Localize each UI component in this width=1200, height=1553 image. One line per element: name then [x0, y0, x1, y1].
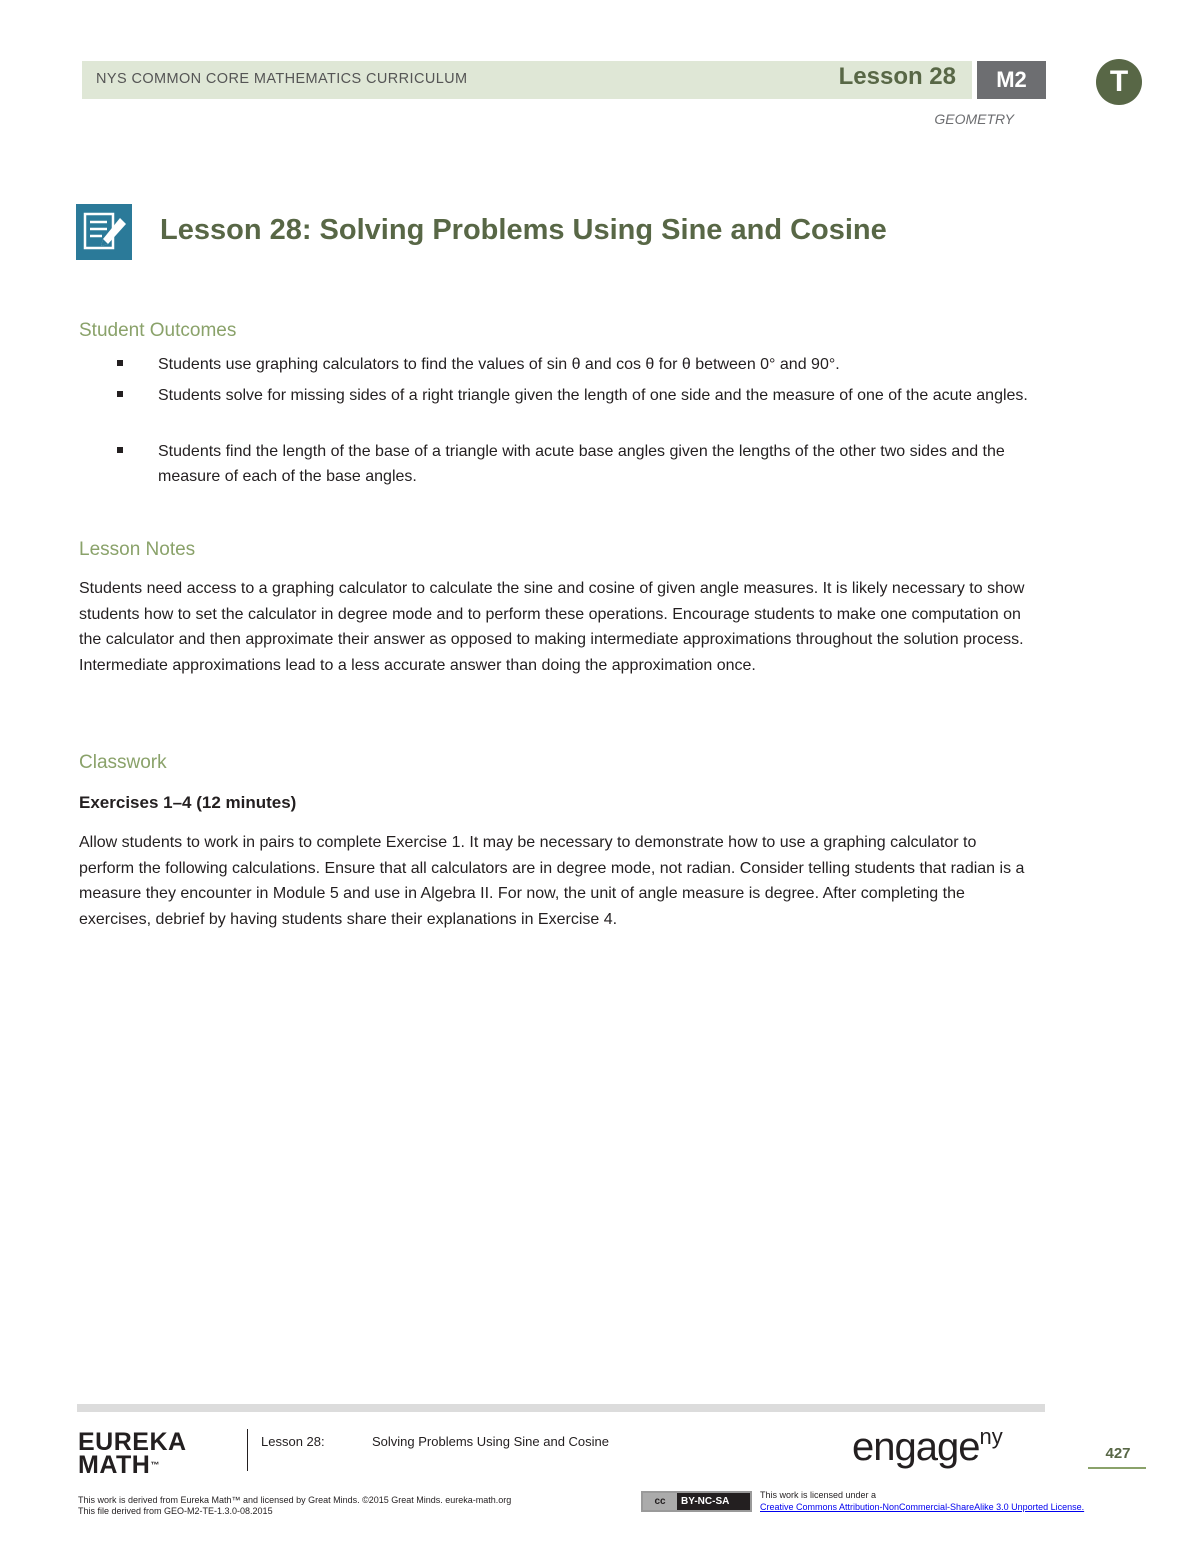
logo-trademark: ™	[150, 1460, 160, 1470]
page-number: 427	[1105, 1445, 1131, 1462]
footer-rule	[77, 1404, 1045, 1412]
classwork-text: Allow students to work in pairs to complete Exercise 1. It may be necessary to demonstrate how to use a graphing calculator to perform the following calculations. Ensure that all calculators are in degree mode, not radian. Consider telling students that radian is a measure they encounter in Module 5 and use in Algebra II. For now, the unit of angle measure is degree. After completing the exercises, debrief by having students share their explanations in Exercise 4.	[79, 834, 1025, 928]
source-line-1: This work is derived from Eureka Math™ and licensed by Great Minds. ©2015 Great Minds. eureka-math.org	[78, 1495, 512, 1505]
engage-text: engage	[852, 1425, 980, 1469]
logo-line-1: EUREKA	[78, 1428, 187, 1456]
bullet-icon	[117, 447, 123, 453]
exercises-heading: Exercises 1–4 (12 minutes)	[79, 793, 297, 812]
lesson-notes-heading: Lesson Notes	[79, 539, 196, 560]
subject-label: GEOMETRY	[934, 111, 1014, 127]
license-notice	[760, 1489, 1084, 1513]
bullet-icon	[117, 360, 123, 366]
footer-divider	[247, 1429, 248, 1471]
engage-ny-text: ny	[979, 1424, 1003, 1449]
footer-lesson-title: Solving Problems Using Sine and Cosine	[372, 1434, 610, 1449]
cc-badge-text: BY-NC-SA	[681, 1496, 730, 1507]
source-line-2: This file derived from GEO-M2-TE-1.3.0-08.2015	[78, 1506, 273, 1516]
lesson-notes-text: Students need access to a graphing calculator to calculate the sine and cosine of given angle measures. It is likely necessary to show students how to set the calculator in degree mode and to perform these operations. Encourage students to make one computation on the calculator and then approximate their answer as opposed to making intermediate approximations throughout the solution process. Intermediate approximations lead to a less accurate answer than doing the approximation once.	[79, 580, 1025, 674]
eureka-math-logo	[78, 1428, 187, 1479]
engageny-logo	[852, 1424, 1003, 1470]
license-line-1: This work is licensed under a	[760, 1490, 877, 1500]
teacher-notes-pencil-icon	[76, 204, 132, 260]
curriculum-label: NYS COMMON CORE MATHEMATICS CURRICULUM	[96, 71, 468, 87]
bullet-icon	[117, 391, 123, 397]
footer-lesson-label: Lesson 28:	[261, 1434, 325, 1449]
header-lesson-label: Lesson 28	[838, 63, 956, 90]
outcome-text: Students use graphing calculators to find the values of sin θ and cos θ for θ between 0° and 90°.	[158, 356, 840, 373]
teacher-badge: T	[1096, 59, 1142, 105]
license-link[interactable]: Creative Commons Attribution-NonCommercial-ShareAlike 3.0 Unported License.	[760, 1502, 1085, 1512]
outcome-text: Students solve for missing sides of a right triangle given the length of one side and the measure of one of the acute angles.	[158, 387, 1028, 404]
classwork-heading: Classwork	[79, 752, 167, 773]
logo-line-2: MATH	[78, 1451, 151, 1479]
outcome-text: Students find the length of the base of a triangle with acute base angles given the lengths of the other two sides and the measure of each of the base angles.	[158, 443, 1005, 485]
page-title: Lesson 28: Solving Problems Using Sine and Cosine	[160, 214, 887, 246]
cc-icon: cc	[643, 1493, 677, 1510]
module-badge: M2	[977, 61, 1046, 99]
cc-license-badge[interactable]	[641, 1491, 752, 1512]
footer-source	[78, 1495, 511, 1517]
page-number-rule	[1088, 1467, 1146, 1469]
student-outcomes-heading: Student Outcomes	[79, 320, 237, 341]
